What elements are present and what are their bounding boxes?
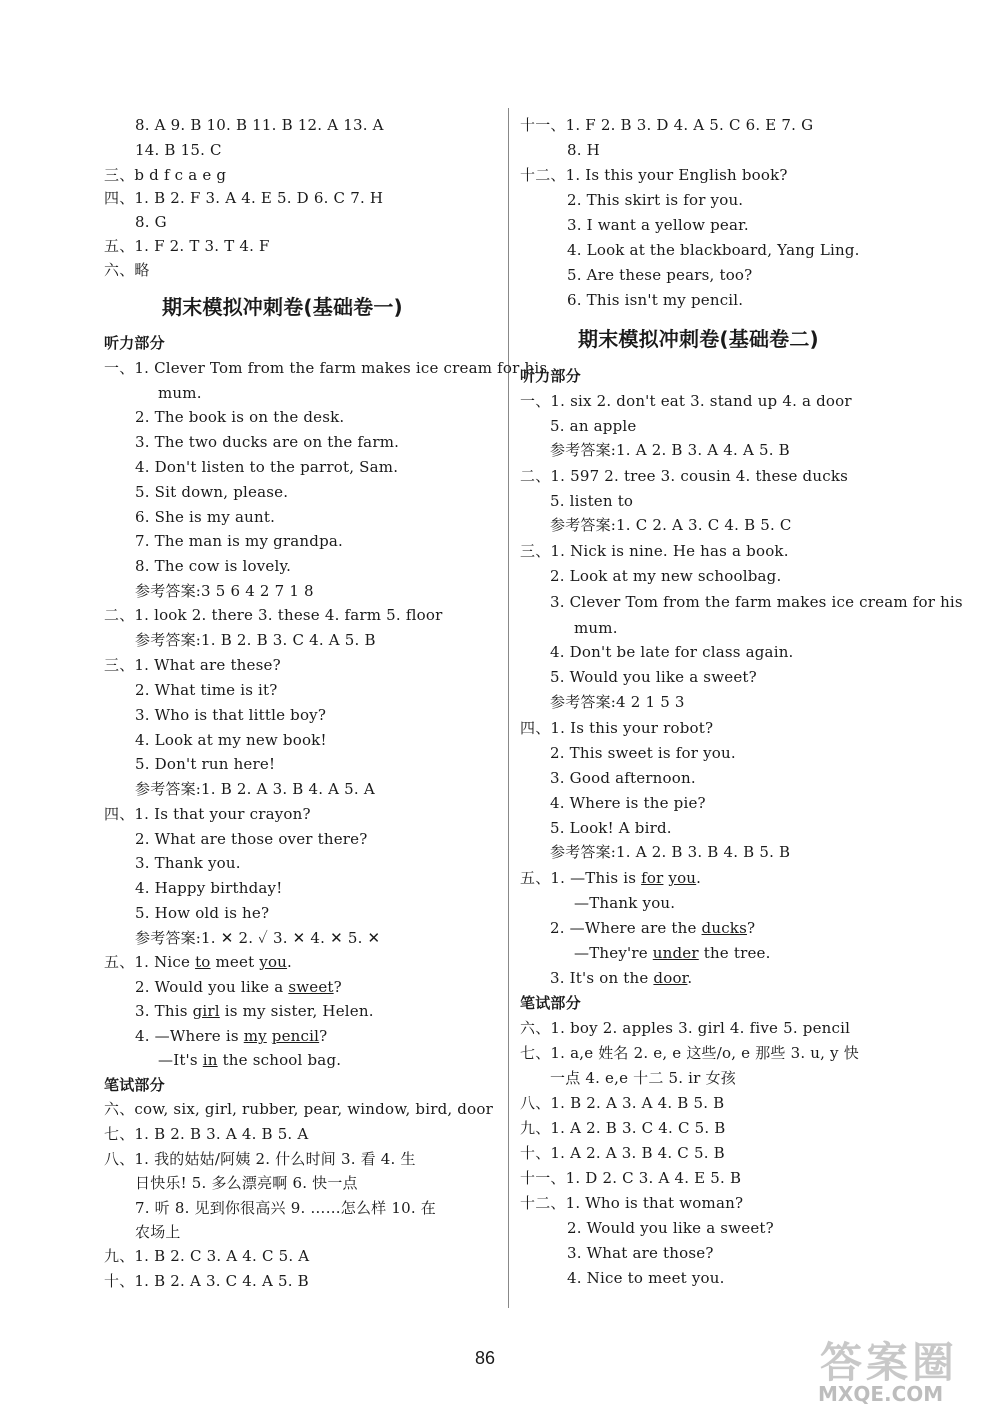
fill-in-line xyxy=(550,968,692,988)
answer-line: 四、1. Is this your robot? xyxy=(520,719,714,737)
answer-line: 十二、1. Who is that woman? xyxy=(520,1194,744,1212)
underlined-answer: my xyxy=(243,1027,267,1045)
answer-line: mum. xyxy=(158,384,202,402)
answer-line: 4. Look at the blackboard, Yang Ling. xyxy=(567,241,860,259)
answer-line: 六、略 xyxy=(104,261,150,279)
answer-line: 6. She is my aunt. xyxy=(135,508,276,526)
text: . xyxy=(687,969,693,987)
answer-line: 五、1. F 2. T 3. T 4. F xyxy=(104,237,270,255)
page-number: 86 xyxy=(475,1348,496,1368)
text: 3. This xyxy=(135,1002,193,1020)
fill-in-line xyxy=(135,977,342,997)
answer-line: 5. Sit down, please. xyxy=(135,483,289,501)
answer-line: 二、1. look 2. there 3. these 4. farm 5. floor xyxy=(104,606,443,624)
text: —They're xyxy=(574,944,653,962)
answer-line: 日快乐! 5. 多么漂亮啊 6. 快一点 xyxy=(135,1174,358,1192)
answer-key: 参考答案:1. A 2. B 3. A 4. A 5. B xyxy=(550,441,790,459)
answer-line: 3. The two ducks are on the farm. xyxy=(135,433,400,451)
text: is my sister, Helen. xyxy=(219,1002,374,1020)
answer-line: 8. The cow is lovely. xyxy=(135,557,292,575)
fill-in-line xyxy=(158,1050,341,1070)
answer-line: 5. listen to xyxy=(550,492,634,510)
underlined-answer: door xyxy=(653,969,688,987)
answer-key: 参考答案:1. B 2. A 3. B 4. A 5. A xyxy=(135,780,375,798)
answer-line: 5. Look! A bird. xyxy=(550,819,672,837)
answer-line: mum. xyxy=(574,619,618,637)
watermark-url: MXQE.COM xyxy=(818,1382,944,1406)
underlined-answer: under xyxy=(652,944,699,962)
answer-line: 十、1. A 2. A 3. B 4. C 5. B xyxy=(520,1144,725,1162)
text: meet xyxy=(210,953,260,971)
answer-line: 一、1. six 2. don't eat 3. stand up 4. a door xyxy=(520,392,852,410)
text: 五、1. —This is xyxy=(520,869,642,887)
section-title: 期末模拟冲刺卷(基础卷一) xyxy=(162,295,403,319)
answer-line: 5. Are these pears, too? xyxy=(567,266,753,284)
answer-line: 三、1. Nick is nine. He has a book. xyxy=(520,542,789,560)
fill-in-line xyxy=(135,1026,327,1046)
answer-key: 参考答案:1. C 2. A 3. C 4. B 5. C xyxy=(550,516,792,534)
answer-line: 2. Look at my new schoolbag. xyxy=(550,567,782,585)
underlined-answer: girl xyxy=(192,1002,220,1020)
answer-line: 九、1. B 2. C 3. A 4. C 5. A xyxy=(104,1247,310,1265)
answer-line: 2. This sweet is for you. xyxy=(550,744,736,762)
watermark-logo xyxy=(800,1330,990,1410)
fill-in-line xyxy=(104,952,292,972)
text: ? xyxy=(333,978,342,996)
answer-line: 3. I want a yellow pear. xyxy=(567,216,749,234)
fill-in-line xyxy=(520,868,701,888)
text: ? xyxy=(319,1027,328,1045)
underlined-answer: sweet xyxy=(288,978,334,996)
text: 3. It's on the xyxy=(550,969,654,987)
answer-key: 参考答案:1. A 2. B 3. B 4. B 5. B xyxy=(550,843,791,861)
text: 2. —Where are the xyxy=(550,919,702,937)
answer-line: 2. Would you like a sweet? xyxy=(567,1219,774,1237)
answer-line: 4. Where is the pie? xyxy=(550,794,706,812)
underlined-answer: pencil xyxy=(271,1027,320,1045)
underlined-answer: to xyxy=(195,953,211,971)
underlined-answer: in xyxy=(202,1051,218,1069)
answer-line: 一点 4. e,e 十二 5. ir 女孩 xyxy=(550,1069,736,1087)
underlined-answer: you xyxy=(259,953,288,971)
fill-in-line xyxy=(574,893,675,913)
answer-line: 8. G xyxy=(135,213,167,231)
answer-line: 5. Would you like a sweet? xyxy=(550,668,757,686)
underlined-answer: you xyxy=(668,869,697,887)
answer-line: 4. Don't listen to the parrot, Sam. xyxy=(135,458,399,476)
answer-line: 2. The book is on the desk. xyxy=(135,408,345,426)
answer-line: 4. Happy birthday! xyxy=(135,879,283,897)
answer-key: 参考答案:4 2 1 5 3 xyxy=(550,693,685,711)
text: 五、1. Nice xyxy=(104,953,196,971)
fill-in-line xyxy=(574,943,771,963)
watermark-text: 答案圈 xyxy=(820,1338,959,1387)
answer-line: 九、1. A 2. B 3. C 4. C 5. B xyxy=(520,1119,726,1137)
answer-line: 二、1. 597 2. tree 3. cousin 4. these ducks xyxy=(520,467,849,485)
text: —It's xyxy=(158,1051,203,1069)
answer-line: 十一、1. D 2. C 3. A 4. E 5. B xyxy=(520,1169,742,1187)
answer-line: 5. How old is he? xyxy=(135,904,270,922)
answer-line: 3. Clever Tom from the farm makes ice cream for his xyxy=(550,593,963,611)
answer-line: 四、1. Is that your crayon? xyxy=(104,805,311,823)
section-title: 期末模拟冲刺卷(基础卷二) xyxy=(578,327,819,351)
column-divider xyxy=(508,108,509,1308)
text: the tree. xyxy=(698,944,771,962)
answer-line: 六、cow, six, girl, rubber, pear, window, bird, door xyxy=(104,1100,493,1118)
answer-line: 2. What are those over there? xyxy=(135,830,368,848)
answer-line: 十二、1. Is this your English book? xyxy=(520,166,788,184)
answer-line: 8. A 9. B 10. B 11. B 12. A 13. A xyxy=(135,116,384,134)
answer-line: 3. Thank you. xyxy=(135,854,241,872)
answer-key: 参考答案:1. B 2. B 3. C 4. A 5. B xyxy=(135,631,376,649)
text: 2. Would you like a xyxy=(135,978,289,996)
answer-line: 七、1. B 2. B 3. A 4. B 5. A xyxy=(104,1125,309,1143)
section-heading-written: 笔试部分 xyxy=(104,1076,165,1094)
answer-line: 农场上 xyxy=(135,1223,181,1241)
answer-line: 3. Who is that little boy? xyxy=(135,706,327,724)
answer-line: 三、1. What are these? xyxy=(104,656,281,674)
answer-line: 14. B 15. C xyxy=(135,141,222,159)
answer-line: 十一、1. F 2. B 3. D 4. A 5. C 6. E 7. G xyxy=(520,116,814,134)
answer-line: 5. Don't run here! xyxy=(135,755,276,773)
answer-line: 2. This skirt is for you. xyxy=(567,191,744,209)
answer-line: 六、1. boy 2. apples 3. girl 4. five 5. pencil xyxy=(520,1019,851,1037)
text: ? xyxy=(747,919,756,937)
answer-line: 8. H xyxy=(567,141,600,159)
answer-line: 四、1. B 2. F 3. A 4. E 5. D 6. C 7. H xyxy=(104,189,384,207)
answer-line: 7. 听 8. 见到你很高兴 9. ……怎么样 10. 在 xyxy=(135,1199,436,1217)
text: . xyxy=(287,953,293,971)
answer-line: 十、1. B 2. A 3. C 4. A 5. B xyxy=(104,1272,309,1290)
answer-line: 八、1. B 2. A 3. A 4. B 5. B xyxy=(520,1094,725,1112)
underlined-answer: ducks xyxy=(701,919,747,937)
answer-key: 参考答案:3 5 6 4 2 7 1 8 xyxy=(135,582,314,600)
answer-line: 一、1. Clever Tom from the farm makes ice cream for his xyxy=(104,359,548,377)
answer-line: 4. Nice to meet you. xyxy=(567,1269,725,1287)
answer-line: 2. What time is it? xyxy=(135,681,278,699)
answer-key: 参考答案:1. ✕ 2. ✓ 3. ✕ 4. ✕ 5. ✕ xyxy=(135,929,381,947)
answer-line: 4. Don't be late for class again. xyxy=(550,643,794,661)
answer-line: 八、1. 我的姑姑/阿姨 2. 什么时间 3. 看 4. 生 xyxy=(104,1150,416,1168)
section-heading-written: 笔试部分 xyxy=(520,994,581,1012)
answer-line: 3. What are those? xyxy=(567,1244,714,1262)
answer-line: 3. Good afternoon. xyxy=(550,769,696,787)
answer-line: 七、1. a,e 姓名 2. e, e 这些/o, e 那些 3. u, y 快 xyxy=(520,1044,859,1062)
answer-line: 7. The man is my grandpa. xyxy=(135,532,344,550)
fill-in-line xyxy=(135,1001,374,1021)
text: . xyxy=(696,869,702,887)
fill-in-line xyxy=(550,918,755,938)
answer-line: 5. an apple xyxy=(550,417,637,435)
text: —Thank you. xyxy=(574,894,676,912)
section-heading-listening: 听力部分 xyxy=(104,334,165,352)
underlined-answer: for xyxy=(641,869,664,887)
text: 4. —Where is xyxy=(135,1027,244,1045)
answer-line: 三、b d f c a e g xyxy=(104,166,227,184)
answer-line: 6. This isn't my pencil. xyxy=(567,291,744,309)
section-heading-listening: 听力部分 xyxy=(520,367,581,385)
text: the school bag. xyxy=(217,1051,342,1069)
answer-line: 4. Look at my new book! xyxy=(135,731,327,749)
